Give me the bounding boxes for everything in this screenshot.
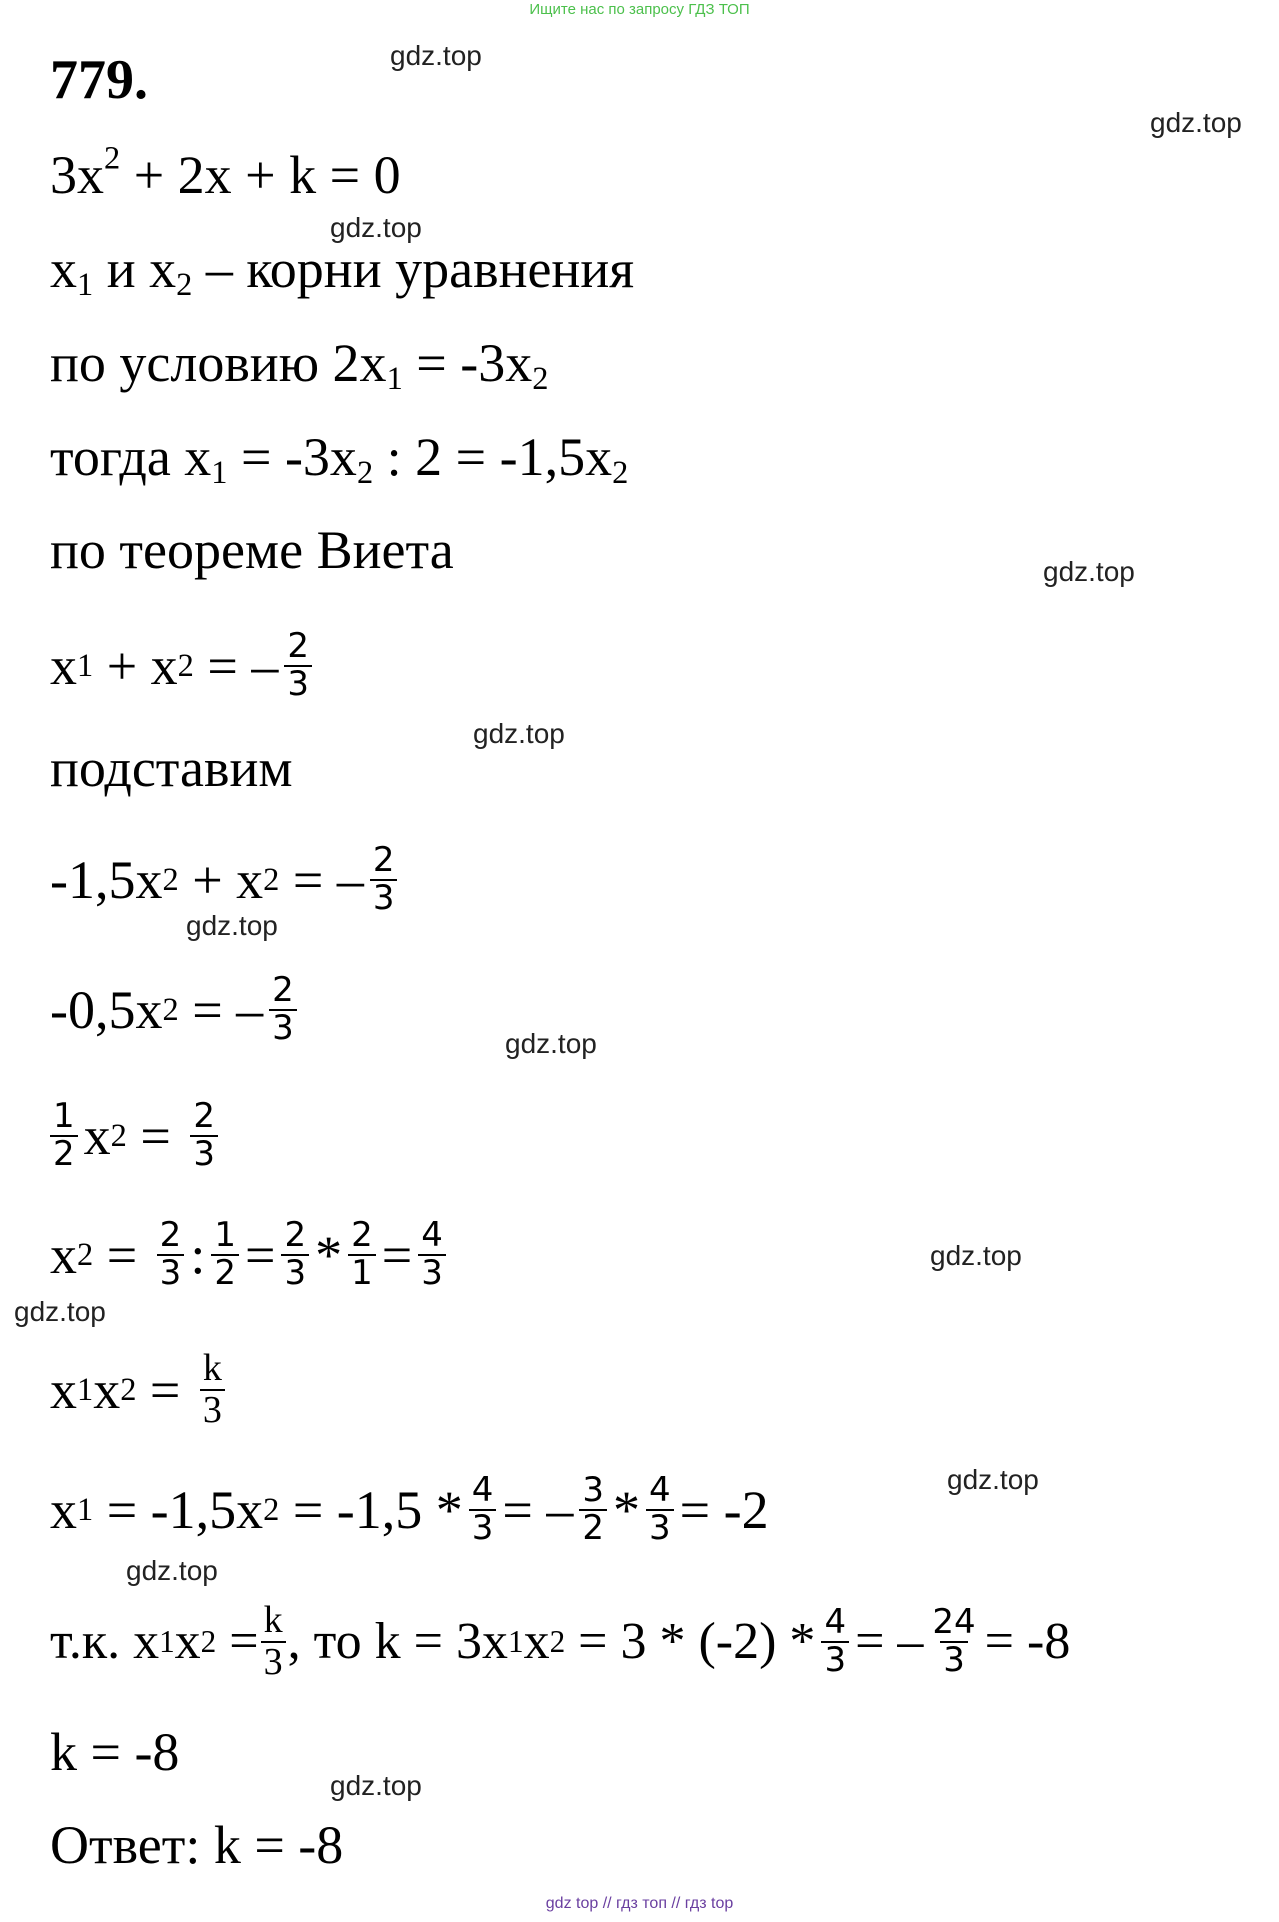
fraction: $\frac{4}{3}$ [821,1605,849,1678]
equation-line: $3x^2 + 2x + k = 0$ [50,140,401,205]
watermark: gdz.top [14,1296,106,1327]
search-banner[interactable]: Ищите нас по запросу ГДЗ ТОП [529,1,750,18]
answer-line: Ответ: k = -8 [50,1815,344,1875]
fraction: $\frac{2}{3}$ [281,1218,309,1291]
fraction: $\frac{2}{1}$ [348,1218,376,1291]
k-result-line: k = -8 [50,1722,180,1782]
fraction: $\frac{24}{3}$ [932,1602,976,1680]
fraction: $\frac{2}{3}$ [190,1099,218,1172]
k-computation-line: т.к. x 1 x 2 = $\frac{k}{3}$ , то k = 3x 1 x 2 = 3 * (-2) * $\frac{4}{3}$ = – $\frac{24}{3}$ = -8 [50,1599,1071,1683]
fraction: $\frac{2}{3}$ [269,973,297,1046]
fraction: $\frac{4}{3}$ [469,1473,497,1546]
watermark: gdz.top [186,910,278,941]
fraction: $\frac{k}{3}$ [261,1601,286,1683]
fraction: $\frac{2}{3}$ [157,1218,185,1291]
equation-line: -0,5x 2 = – $\frac{2}{3}$ [50,960,303,1060]
fraction: $\frac{2}{3}$ [284,629,312,702]
vieta-heading: по теореме Виета [50,520,454,580]
watermark: gdz.top [126,1555,218,1586]
watermark: gdz.top [947,1464,1039,1495]
fraction: $\frac{1}{2}$ [50,1099,78,1172]
fraction: $\frac{3}{2}$ [579,1473,607,1546]
watermark: gdz.top [390,40,482,71]
x1-solution-line: x 1 = -1,5x 2 = -1,5 * $\frac{4}{3}$ = – $\frac{3}{2}$ * $\frac{4}{3}$ = -2 [50,1470,769,1548]
vieta-product-line: x 1 x 2 = $\frac{k}{3}$ [50,1340,231,1440]
fraction: $\frac{4}{3}$ [646,1473,674,1546]
fraction: $\frac{1}{2}$ [211,1218,239,1291]
watermark: gdz.top [1043,556,1135,587]
footer-links[interactable]: gdz top // гдз топ // гдз top [545,1895,734,1912]
fraction: $\frac{k}{3}$ [200,1349,225,1431]
substitution-line: тогда $x_1 = -3x_2$ : $2 = -1,5x_2$ [50,427,629,492]
vieta-sum-line: x 1 + x 2 = – $\frac{2}{3}$ [50,616,318,716]
roots-line: $x_1$ и $x_2$ – корни уравнения [50,239,635,304]
watermark: gdz.top [505,1028,597,1059]
equation-line: -1,5x 2 + x 2 = – $\frac{2}{3}$ [50,830,403,930]
fraction: $\frac{2}{3}$ [370,843,398,916]
watermark: gdz.top [473,718,565,749]
watermark: gdz.top [330,1770,422,1801]
condition-line: по условию $2x_1 = -3x_2$ [50,333,549,398]
watermark: gdz.top [1150,107,1242,138]
x2-solution-line: x 2 = $\frac{2}{3}$ : $\frac{1}{2}$ = $\frac{2}{3}$ * $\frac{2}{1}$ = $\frac{4}{3}$ [50,1205,452,1305]
equation-line: $\frac{1}{2}$ x 2 = $\frac{2}{3}$ [50,1086,224,1186]
watermark: gdz.top [930,1240,1022,1271]
exercise-number: 779. [50,49,148,111]
watermark: gdz.top [330,212,422,243]
fraction: $\frac{4}{3}$ [418,1218,446,1291]
substitute-heading: подставим [50,738,293,798]
